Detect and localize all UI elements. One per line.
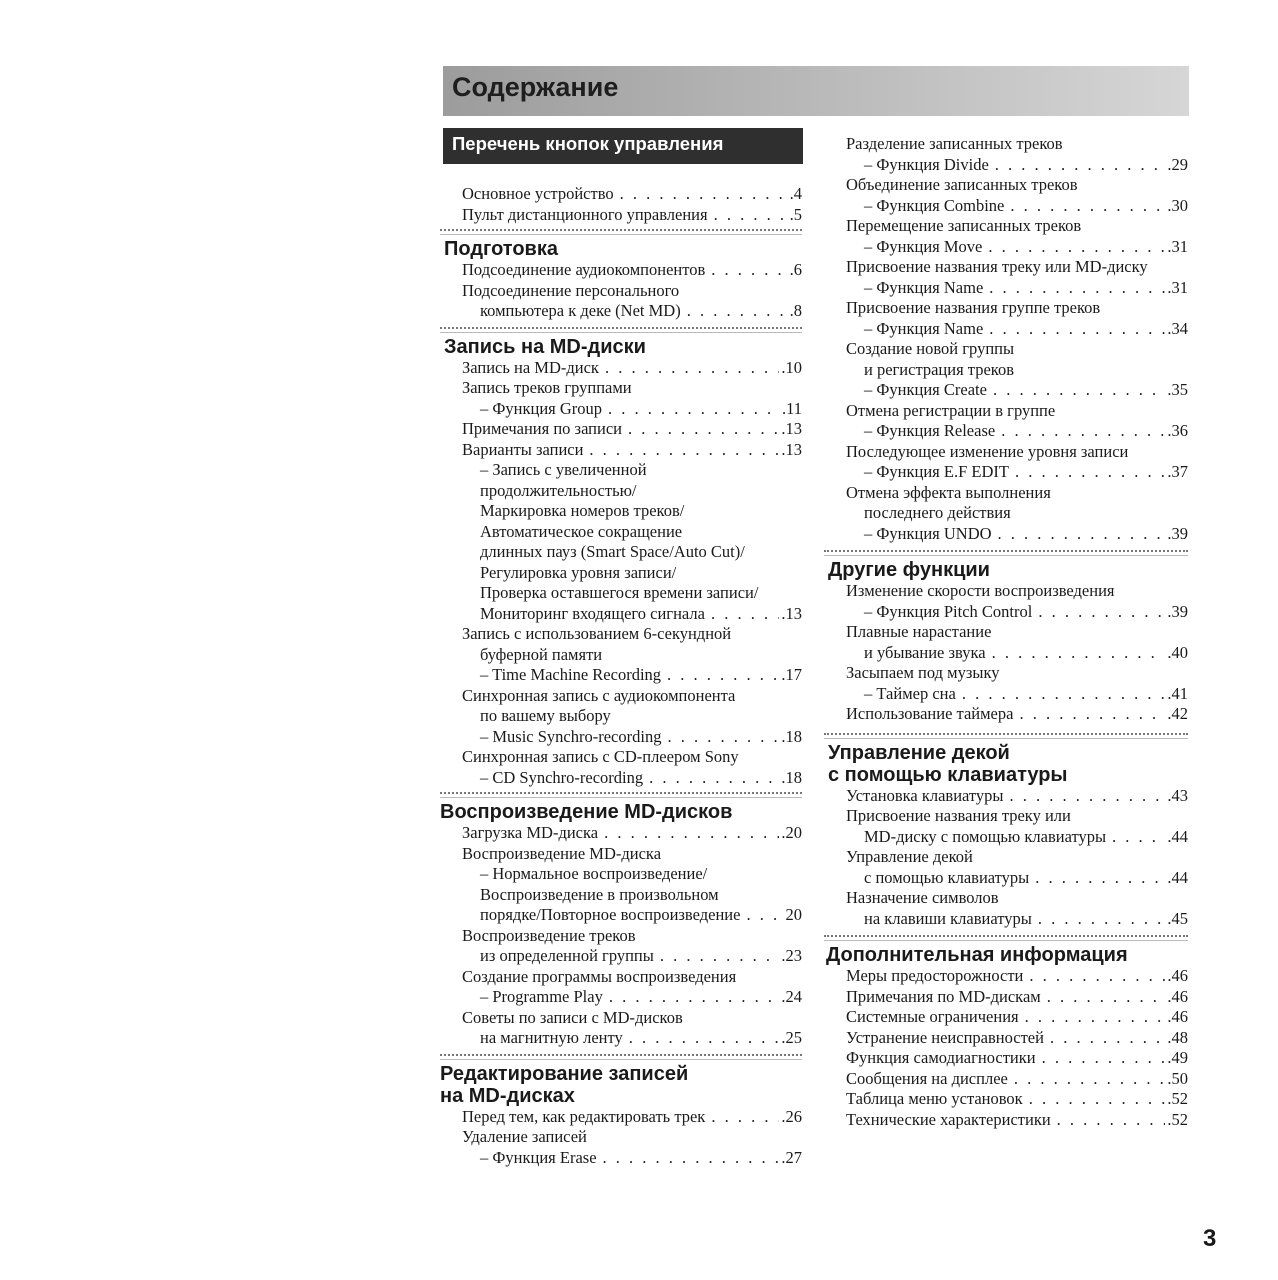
dot-leader <box>649 768 779 789</box>
entry-text: Подсоединение персонального <box>462 280 680 300</box>
dot-leader <box>1042 1048 1166 1069</box>
entry-text: Перед тем, как редактировать трек <box>462 1106 706 1126</box>
toc-entry <box>824 175 1188 196</box>
entry-text: – Функция Name <box>864 318 984 338</box>
dot-leader <box>995 155 1166 176</box>
entry-page-number: .10 <box>781 357 802 377</box>
toc-entry <box>824 421 1188 442</box>
toc-entry <box>440 747 802 768</box>
entry-text: на клавиши клавиатуры <box>864 908 1032 928</box>
entry-page-number: .43 <box>1167 785 1188 805</box>
entry-text: Запись на MD-диск <box>462 357 599 377</box>
entry-page-number: .23 <box>781 946 802 965</box>
entry-text: – CD Synchro-recording <box>480 767 644 787</box>
toc-entry <box>440 522 802 543</box>
dot-leader <box>992 643 1166 664</box>
toc-entry <box>824 503 1188 524</box>
toc-entry <box>824 909 1188 930</box>
dot-leader <box>1010 196 1165 217</box>
toc-entry <box>824 339 1188 360</box>
toc-entry <box>824 602 1188 623</box>
entry-text: Советы по записи с MD-дисков <box>462 1007 683 1027</box>
entry-text: Меры предосторожности <box>846 966 1024 985</box>
toc-entry <box>824 1048 1188 1069</box>
toc-entry <box>824 155 1188 176</box>
toc-entry <box>440 301 802 322</box>
toc-entry <box>824 483 1188 504</box>
dot-leader <box>603 1148 780 1169</box>
entry-page-number: .18 <box>781 726 802 746</box>
entry-text: – Функция Pitch Control <box>864 601 1033 621</box>
toc-entry <box>440 926 802 947</box>
entry-text: Создание программы воспроизведения <box>462 966 737 986</box>
toc-entry <box>824 1089 1188 1110</box>
entry-page-number: .13 <box>781 603 802 623</box>
entry-text: – Music Synchro-recording <box>480 726 662 746</box>
entry-text: – Функция Move <box>864 236 983 256</box>
entry-page-number: .36 <box>1167 421 1188 440</box>
entry-text: Назначение символов <box>846 888 999 907</box>
entry-text: Варианты записи <box>462 439 584 459</box>
dot-leader <box>1038 909 1166 930</box>
entry-text: Присвоение названия треку или MD-диску <box>846 257 1148 276</box>
toc-entry <box>440 1107 802 1128</box>
toc-entry <box>440 460 802 481</box>
section-heading: Воспроизведение MD-дисков <box>440 801 733 823</box>
dot-leader <box>1057 1110 1166 1131</box>
dot-leader <box>1015 462 1165 483</box>
dot-leader <box>711 604 779 625</box>
entry-text: последнего действия <box>864 503 1011 522</box>
dot-leader <box>998 524 1166 545</box>
dot-leader <box>988 237 1165 258</box>
entry-text: Управление декой <box>846 847 973 866</box>
entry-page-number: .4 <box>789 184 802 203</box>
toc-entry <box>824 442 1188 463</box>
toc-entry <box>440 583 802 604</box>
entry-text: Воспроизведение MD-диска <box>462 843 662 863</box>
entry-page-number: .29 <box>1167 154 1188 174</box>
entry-page-number: .26 <box>781 1106 802 1126</box>
toc-entry <box>440 706 802 727</box>
entry-text: из определенной группы <box>480 946 654 965</box>
dot-leader <box>1047 987 1166 1008</box>
toc-entry <box>440 378 802 399</box>
dot-leader <box>605 358 779 379</box>
dot-leader <box>1025 1007 1166 1028</box>
entry-page-number: .45 <box>1167 908 1188 928</box>
entry-text: Синхронная запись с CD-плеером Sony <box>462 747 739 766</box>
toc-entry <box>440 1127 802 1148</box>
entry-text: – Функция Release <box>864 421 996 440</box>
contents-title-bar <box>443 66 1189 116</box>
toc-entry <box>440 281 802 302</box>
toc-entry <box>440 645 802 666</box>
entry-text: Разделение записанных треков <box>846 134 1063 153</box>
entry-page-number: .39 <box>1167 523 1188 543</box>
entry-text: Отмена эффекта выполнения <box>846 482 1051 502</box>
entry-text: Воспроизведение треков <box>462 925 636 945</box>
entry-page-number: .49 <box>1167 1048 1188 1067</box>
toc-entry <box>440 967 802 988</box>
entry-text: Засыпаем под музыку <box>846 663 1000 682</box>
entry-text: Системные ограничения <box>846 1007 1019 1026</box>
entry-page-number: .18 <box>781 767 802 787</box>
entry-page-number: .50 <box>1167 1068 1188 1088</box>
dot-leader <box>609 987 780 1008</box>
entry-text: – Programme Play <box>480 987 603 1006</box>
entry-text: Присвоение названия группе треков <box>846 298 1101 317</box>
entry-text: с помощью клавиатуры <box>864 867 1030 887</box>
toc-entry <box>440 864 802 885</box>
dot-leader <box>1029 1089 1166 1110</box>
dot-leader <box>629 1028 780 1049</box>
section-entries <box>440 823 802 1049</box>
dot-leader <box>993 380 1165 401</box>
toc-entry <box>440 1008 802 1029</box>
entry-page-number: .39 <box>1167 601 1188 621</box>
entry-page-number: .20 <box>781 823 802 842</box>
toc-entry <box>824 237 1188 258</box>
entry-page-number: .52 <box>1167 1089 1188 1108</box>
toc-entry <box>824 134 1188 155</box>
dot-leader <box>714 205 788 226</box>
entry-text: Установка клавиатуры <box>846 785 1004 805</box>
entry-text: Перемещение записанных треков <box>846 216 1082 235</box>
entry-text: Объединение записанных треков <box>846 175 1078 194</box>
dot-leader <box>711 1107 779 1128</box>
entry-text: Отмена регистрации в группе <box>846 400 1056 420</box>
entry-text: Регулировка уровня записи/ <box>480 562 677 582</box>
dot-leader <box>620 184 788 205</box>
toc-entry <box>440 823 802 844</box>
section-entries <box>824 581 1188 725</box>
section-entries <box>824 966 1188 1130</box>
toc-entry <box>824 216 1188 237</box>
entry-text: порядке/Повторное воспроизведение <box>480 905 741 924</box>
dot-leader <box>628 419 779 440</box>
entry-text: продолжительностью/ <box>480 480 637 500</box>
entry-text: – Функция UNDO <box>864 523 992 543</box>
entry-page-number: .27 <box>781 1147 802 1167</box>
dot-leader <box>962 684 1166 705</box>
entry-text: Примечания по MD-дискам <box>846 986 1041 1006</box>
toc-entry <box>440 501 802 522</box>
entry-text: – Функция Name <box>864 277 984 297</box>
entry-text: Изменение скорости воспроизведения <box>846 581 1115 600</box>
dot-leader <box>989 319 1165 340</box>
entry-text: Последующее изменение уровня записи <box>846 441 1129 461</box>
section-entries <box>440 358 802 789</box>
entry-page-number: .48 <box>1167 1027 1188 1047</box>
entry-page-number: .30 <box>1167 195 1188 215</box>
entry-page-number: .42 <box>1167 704 1188 723</box>
dot-leader <box>1001 421 1165 442</box>
entry-page-number: .52 <box>1167 1109 1188 1129</box>
toc-entry <box>440 946 802 967</box>
toc-entry <box>440 358 802 379</box>
toc-entry <box>440 205 802 226</box>
toc-entry <box>440 419 802 440</box>
entry-page-number: .46 <box>1167 1007 1188 1026</box>
dot-leader <box>687 301 788 322</box>
toc-entry <box>440 481 802 502</box>
toc-entry <box>824 847 1188 868</box>
entry-text: Запись треков группами <box>462 378 632 397</box>
entry-text: Создание новой группы <box>846 339 1015 358</box>
toc-entry <box>824 298 1188 319</box>
toc-left-column <box>440 128 802 1168</box>
entry-text: Плавные нарастание <box>846 622 992 641</box>
entry-text: длинных пауз (Smart Space/Auto Cut)/ <box>480 542 745 561</box>
toc-entry <box>440 905 802 926</box>
entry-text: – Функция Group <box>480 398 603 418</box>
entry-text: – Функция Combine <box>864 195 1005 215</box>
toc-entry <box>824 278 1188 299</box>
toc-entry <box>824 360 1188 381</box>
toc-entry <box>824 380 1188 401</box>
dot-leader <box>589 440 779 461</box>
dot-leader <box>711 260 787 281</box>
page-title: Содержание <box>452 72 619 102</box>
entry-text: – Нормальное воспроизведение/ <box>480 864 708 883</box>
entry-page-number: .6 <box>789 260 802 279</box>
dot-leader <box>1029 966 1165 987</box>
toc-entry <box>824 987 1188 1008</box>
dot-leader <box>1112 827 1165 848</box>
toc-entry <box>824 1069 1188 1090</box>
entry-text: буферной памяти <box>480 644 603 664</box>
dot-leader <box>1050 1028 1165 1049</box>
entry-text: Синхронная запись с аудиокомпонента <box>462 685 736 705</box>
toc-entry <box>824 622 1188 643</box>
entry-text: – Time Machine Recording <box>480 665 662 684</box>
toc-entry <box>440 987 802 1008</box>
entry-page-number: .8 <box>789 301 802 320</box>
entry-text: – Таймер сна <box>864 683 956 703</box>
toc-entry <box>440 1028 802 1049</box>
toc-entry <box>824 524 1188 545</box>
toc-entry <box>440 624 802 645</box>
toc-entry <box>440 686 802 707</box>
section-entries <box>440 1107 802 1169</box>
entry-page-number: .24 <box>781 987 802 1006</box>
section-heading: Дополнительная информация <box>826 944 1128 966</box>
toc-entry <box>440 844 802 865</box>
toc-entry <box>440 440 802 461</box>
dot-leader <box>667 665 779 686</box>
toc-entry <box>824 827 1188 848</box>
entry-page-number: .13 <box>781 439 802 459</box>
entry-page-number: .13 <box>781 419 802 438</box>
entry-text: – Функция Erase <box>480 1147 597 1167</box>
entry-text: Загрузка MD-диска <box>462 823 599 842</box>
section-heading: Перечень кнопок управления <box>443 128 803 164</box>
section-entries <box>440 260 802 322</box>
dot-leader <box>1019 704 1165 725</box>
toc-entry <box>440 604 802 625</box>
entry-text: Пульт дистанционного управления <box>462 204 708 224</box>
dot-leader <box>1010 786 1166 807</box>
entry-page-number: .46 <box>1167 966 1188 985</box>
toc-entry <box>440 727 802 748</box>
entry-page-number: .25 <box>781 1028 802 1047</box>
toc-entry <box>824 581 1188 602</box>
entry-text: Запись с использованием 6-секундной <box>462 624 732 643</box>
dot-leader <box>989 278 1165 299</box>
dot-leader <box>604 823 779 844</box>
entry-text: – Функция Divide <box>864 154 989 174</box>
section-entries <box>824 134 1188 544</box>
entry-page-number: .44 <box>1167 826 1188 846</box>
entry-text: Маркировка номеров треков/ <box>480 501 685 520</box>
section-heading: Редактирование записей <box>440 1062 689 1085</box>
toc-right-column <box>824 134 1188 1130</box>
toc-entry <box>440 1148 802 1169</box>
section-heading-line2: с помощью клавиатуры <box>828 763 1068 786</box>
toc-entry <box>824 868 1188 889</box>
dot-leader <box>1038 602 1165 623</box>
entry-page-number: 20 <box>785 905 802 924</box>
toc-entry <box>824 806 1188 827</box>
toc-entry <box>440 184 802 205</box>
page-number: 3 <box>1203 1225 1217 1252</box>
entry-text: Подсоединение аудиокомпонентов <box>462 260 706 279</box>
toc-entry <box>440 885 802 906</box>
toc-entry <box>824 643 1188 664</box>
toc-entry <box>824 1028 1188 1049</box>
entry-page-number: .31 <box>1167 277 1188 297</box>
section-entries <box>440 184 802 225</box>
entry-page-number: .11 <box>781 398 802 418</box>
entry-text: Основное устройство <box>462 184 614 203</box>
dot-leader <box>608 399 780 420</box>
toc-entry <box>824 462 1188 483</box>
entry-page-number: .34 <box>1167 318 1188 338</box>
entry-text: Использование таймера <box>846 704 1014 723</box>
toc-entry <box>824 786 1188 807</box>
toc-entry <box>824 966 1188 987</box>
dot-leader <box>1035 868 1165 889</box>
entry-text: Сообщения на дисплее <box>846 1068 1008 1088</box>
toc-entry <box>824 1007 1188 1028</box>
entry-text: – Запись с увеличенной <box>480 460 647 479</box>
toc-entry <box>824 684 1188 705</box>
entry-text: Функция самодиагностики <box>846 1048 1036 1067</box>
section-heading: Управление декой <box>828 741 1010 764</box>
section-heading: Запись на MD-диски <box>444 335 646 358</box>
entry-text: Удаление записей <box>462 1127 587 1146</box>
toc-entry <box>824 888 1188 909</box>
entry-page-number: .41 <box>1167 683 1188 703</box>
toc-entry <box>824 401 1188 422</box>
entry-text: и регистрация треков <box>864 359 1015 379</box>
toc-entry <box>824 704 1188 725</box>
entry-text: и убывание звука <box>864 642 986 662</box>
section-heading: Другие функции <box>828 559 990 581</box>
entry-page-number: .37 <box>1167 462 1188 481</box>
entry-text: Устранение неисправностей <box>846 1027 1044 1047</box>
toc-entry <box>824 196 1188 217</box>
section-heading: Подготовка <box>444 238 558 260</box>
section-heading-line2: на MD-дисках <box>440 1084 575 1107</box>
entry-page-number: .35 <box>1167 380 1188 399</box>
toc-entry <box>440 563 802 584</box>
entry-text: компьютера к деке (Net MD) <box>480 301 681 320</box>
entry-text: – Функция E.F EDIT <box>864 462 1009 481</box>
toc-entry <box>440 665 802 686</box>
toc-entry <box>440 542 802 563</box>
entry-page-number: .46 <box>1167 986 1188 1006</box>
entry-text: – Функция Create <box>864 380 987 399</box>
toc-entry <box>440 399 802 420</box>
entry-page-number: .40 <box>1167 642 1188 662</box>
entry-text: Воспроизведение в произвольном <box>480 884 719 904</box>
entry-page-number: .44 <box>1167 867 1188 887</box>
entry-text: Мониторинг входящего сигнала <box>480 603 705 623</box>
entry-text: Таблица меню установок <box>846 1089 1023 1108</box>
toc-entry <box>440 260 802 281</box>
entry-text: Автоматическое сокращение <box>480 521 683 541</box>
entry-page-number: .17 <box>781 665 802 684</box>
section-entries <box>824 786 1188 930</box>
dot-leader <box>746 905 783 926</box>
entry-text: Технические характеристики <box>846 1109 1051 1129</box>
entry-page-number: .31 <box>1167 236 1188 256</box>
entry-text: Проверка оставшегося времени записи/ <box>480 583 759 602</box>
toc-entry <box>824 319 1188 340</box>
entry-page-number: .5 <box>789 204 802 224</box>
dot-leader <box>1014 1069 1166 1090</box>
toc-entry <box>824 1110 1188 1131</box>
entry-text: по вашему выбору <box>480 706 611 725</box>
toc-entry <box>824 257 1188 278</box>
dot-leader <box>660 946 780 967</box>
toc-entry <box>824 663 1188 684</box>
entry-text: на магнитную ленту <box>480 1028 623 1047</box>
entry-text: MD-диску с помощью клавиатуры <box>864 826 1107 846</box>
entry-text: Присвоение названия треку или <box>846 806 1071 825</box>
entry-text: Примечания по записи <box>462 419 622 438</box>
toc-entry <box>440 768 802 789</box>
dot-leader <box>667 727 779 748</box>
